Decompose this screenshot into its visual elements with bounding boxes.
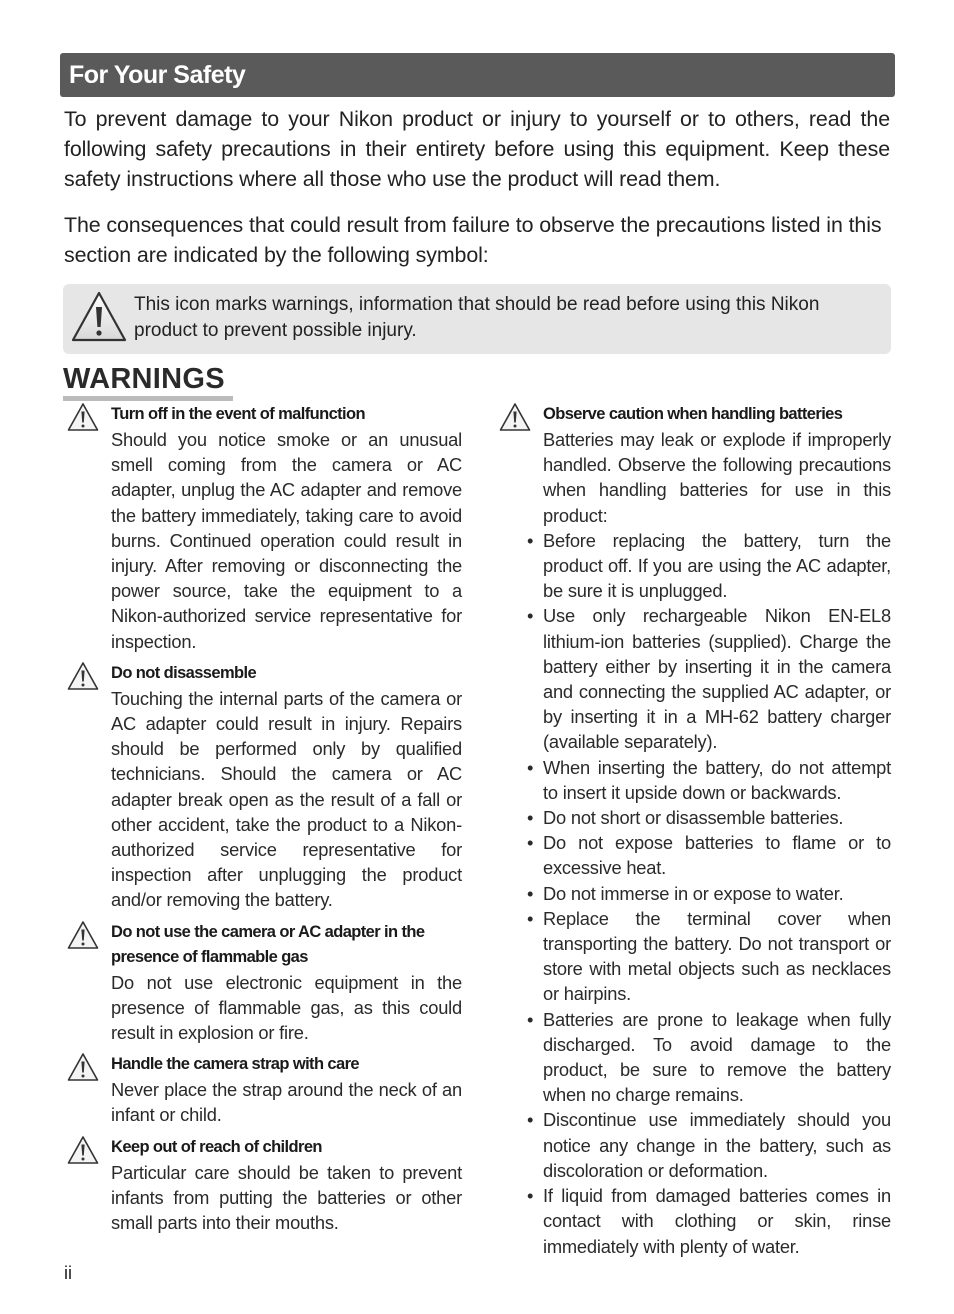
warning-triangle-icon <box>67 1052 99 1087</box>
bullet-marker: • <box>527 605 534 627</box>
list-item <box>527 603 891 754</box>
warning-triangle-icon <box>67 661 99 696</box>
bullet-marker: • <box>527 529 534 551</box>
list-item-text: Before replacing the battery, turn the product off. If you are using the AC adapter, be sure it is unplugged. <box>543 529 891 602</box>
warning-triangle-icon <box>499 402 531 437</box>
list-item-text: Replace the terminal cover when transporting the battery. Do not transport or store with metal objects such as necklaces or hairpins. <box>543 907 891 1005</box>
warning-item <box>496 402 891 1259</box>
warning-body: Particular care should be taken to prevent infants from putting the batteries or other small parts into their mouths. <box>111 1161 462 1234</box>
bullet-marker: • <box>527 832 534 854</box>
list-item <box>527 1007 891 1108</box>
warning-item <box>64 1052 462 1127</box>
list-item-text: If liquid from damaged batteries comes in contact with clothing or skin, rinse immediately with plenty of water. <box>543 1185 891 1257</box>
bullet-marker: • <box>527 1008 534 1030</box>
warning-title: Do not use the camera or AC adapter in the presence of flammable gas <box>111 922 425 966</box>
warning-item <box>64 1135 462 1236</box>
list-item <box>527 906 891 1007</box>
symbol-legend-text: This icon marks warnings, information that should be read before using this Nikon product to prevent possible injury. <box>134 294 820 341</box>
list-item-text: Use only rechargeable Nikon EN-EL8 lithium-ion batteries (supplied). Charge the battery either by inserting it in the camera and connecting the supplied AC adapter, or by inserting it in a MH-62 battery charger (available separately). <box>543 605 891 753</box>
warning-item <box>64 920 462 1046</box>
list-item-text: Do not immerse in or expose to water. <box>543 882 844 904</box>
warning-triangle-icon <box>67 920 99 955</box>
battery-precautions-list <box>527 528 891 1259</box>
list-item-text: Do not expose batteries to flame or to excessive heat. <box>543 832 891 879</box>
warning-triangle-icon <box>67 1135 99 1170</box>
bullet-marker: • <box>527 907 534 929</box>
warning-title: Handle the camera strap with care <box>111 1055 359 1074</box>
list-item <box>527 1183 891 1259</box>
warning-body: Batteries may leak or explode if improperly handled. Observe the following precautions when handling batteries for use in this product: <box>543 429 891 526</box>
bullet-marker: • <box>527 807 534 829</box>
list-item-text: Batteries are prone to leakage when fully discharged. To avoid damage to the product, be sure to remove the battery when no charge remains. <box>543 1008 891 1106</box>
warning-title: Observe caution when handling batteries <box>543 405 843 423</box>
bullet-marker: • <box>527 1185 534 1207</box>
list-item-text: Discontinue use immediately should you notice any change in the battery, such as discoloration or deformation. <box>543 1109 891 1181</box>
intro-paragraph-1: To prevent damage to your Nikon product or injury to yourself or to others, read the following safety precautions in their entirety before using this equipment. Keep these safety instructions where all those who use the product will read them. <box>64 107 890 191</box>
warning-title: Turn off in the event of malfunction <box>111 405 365 423</box>
warnings-right-column <box>496 402 891 1266</box>
list-item <box>527 1107 891 1183</box>
bullet-marker: • <box>527 1109 534 1131</box>
list-item-text: Do not short or disassemble batteries. <box>543 807 844 829</box>
warning-body: Touching the internal parts of the camera or AC adapter could result in injury. Repairs should be performed only by qualified technicians. Should the camera or AC adapter break open as the result of a fall or other accident, take the product to a Nikon-authorized service representative for inspection after unplugging the product and/or removing the battery. <box>111 687 462 911</box>
page-number: ii <box>64 1263 72 1283</box>
intro-paragraph-2: The consequences that could result from failure to observe the precautions listed in this section are indicated by the following symbol: <box>64 213 882 267</box>
warnings-heading: WARNINGS <box>63 362 233 401</box>
warning-body: Should you notice smoke or an unusual smell coming from the camera or AC adapter, unplug the AC adapter and remove the battery immediately, taking care to avoid burns. Continued operation could result in injury. After removing or disconnecting the power source, take the equipment to a Nikon-authorized service representative for inspection. <box>111 429 462 652</box>
bullet-marker: • <box>527 882 534 904</box>
list-item <box>527 805 891 830</box>
page-title: For Your Safety <box>69 60 246 89</box>
warning-item <box>64 661 462 913</box>
list-item <box>527 528 891 604</box>
warning-triangle-icon <box>67 402 99 437</box>
list-item <box>527 755 891 805</box>
warning-title: Keep out of reach of children <box>111 1137 322 1156</box>
warning-body: Never place the strap around the neck of an infant or child. <box>111 1079 462 1126</box>
list-item-text: When inserting the battery, do not attempt to insert it upside down or backwards. <box>543 756 891 803</box>
warning-body: Do not use electronic equipment in the presence of flammable gas, as this could result in explosion or fire. <box>111 971 462 1044</box>
list-item <box>527 830 891 880</box>
bullet-marker: • <box>527 756 534 778</box>
warnings-left-column <box>64 402 462 1242</box>
section-header <box>60 53 895 97</box>
symbol-legend-box <box>63 284 891 354</box>
warning-item <box>64 402 462 654</box>
list-item <box>527 881 891 906</box>
warning-title: Do not disassemble <box>111 663 257 682</box>
warning-triangle-icon <box>70 290 128 349</box>
